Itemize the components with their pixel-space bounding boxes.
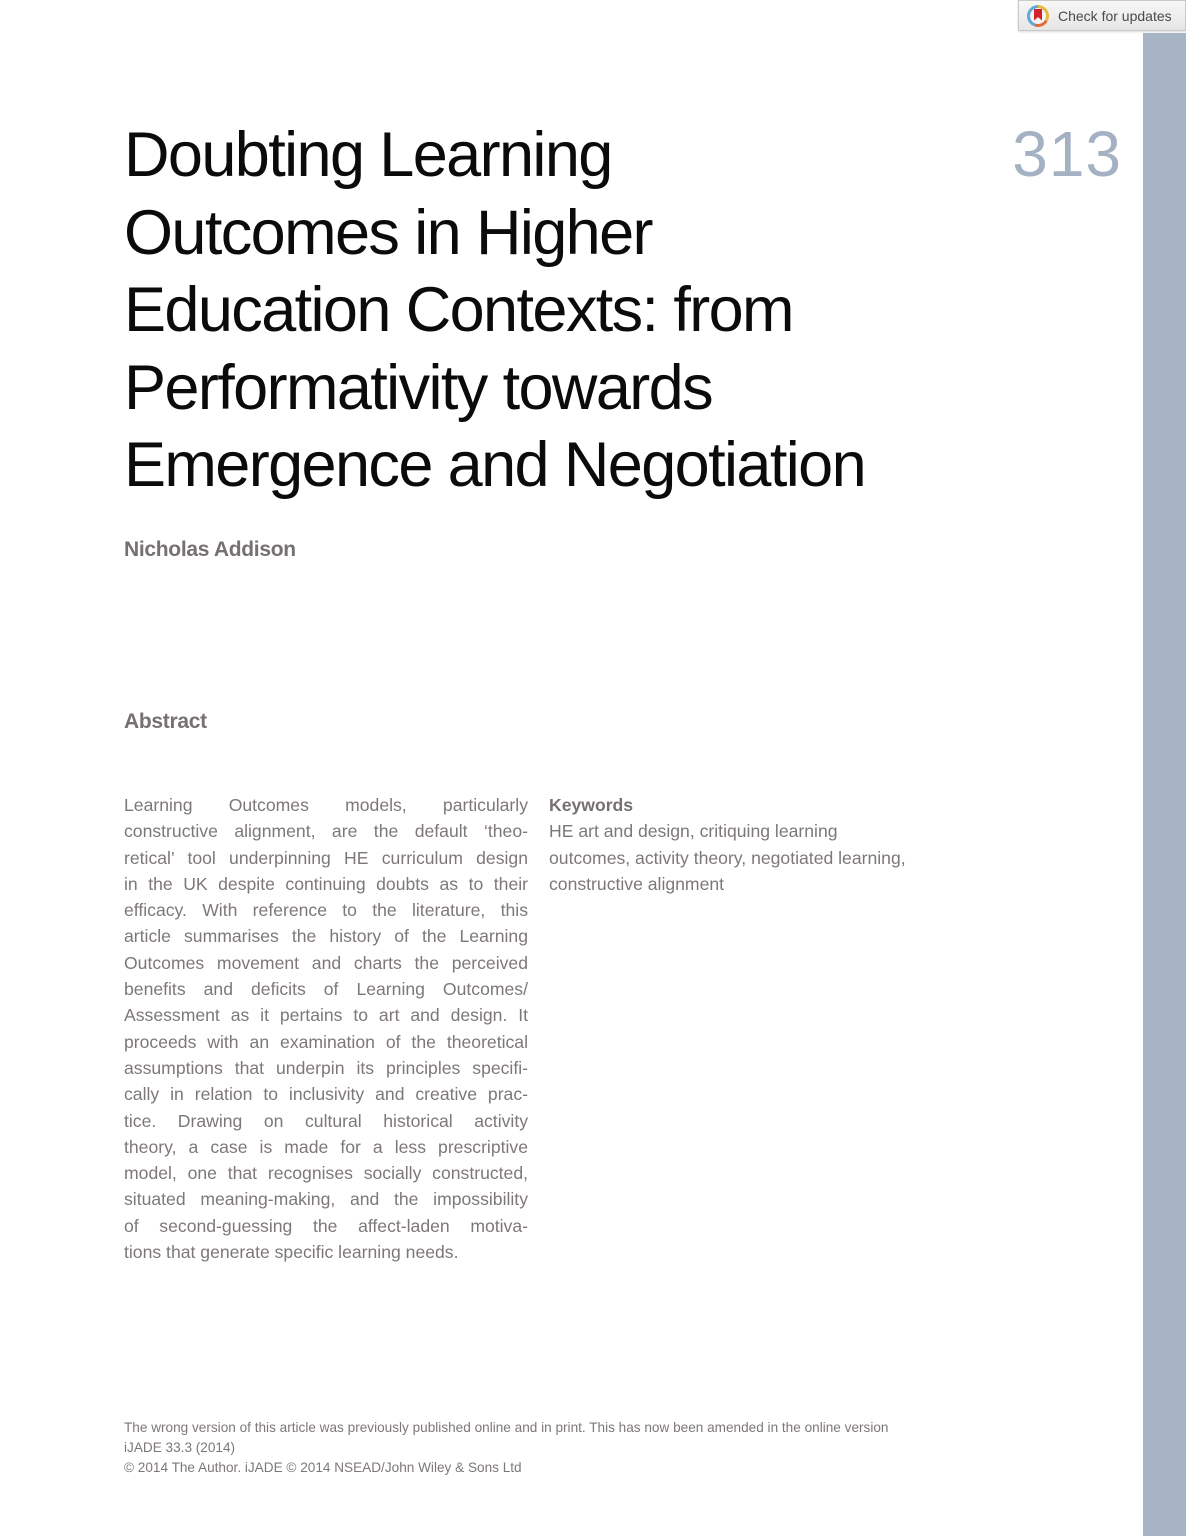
abstract-line: cally in relation to inclusivity and creative prac-: [124, 1084, 528, 1105]
abstract-line: constructive alignment, are the default ‘theo-: [124, 821, 528, 842]
abstract-line: proceeds with an examination of the theoretical: [124, 1031, 528, 1052]
page-footer: [124, 1418, 888, 1478]
title-line: Education Contexts: from: [124, 275, 793, 345]
title-line: Emergence and Negotiation: [124, 430, 866, 500]
abstract-line: in the UK despite continuing doubts as to their: [124, 873, 528, 894]
abstract-line: Assessment as it pertains to art and design. It: [124, 1005, 528, 1026]
page-number: 313: [1012, 118, 1122, 190]
journal-issue: iJADE 33.3 (2014): [124, 1440, 236, 1455]
author-name: Nicholas Addison: [124, 538, 296, 561]
abstract-line: situated meaning-making, and the impossibility: [124, 1189, 528, 1210]
keywords-section: [549, 792, 969, 897]
abstract-line: theory, a case is made for a less prescriptive: [124, 1136, 528, 1157]
title-line: Performativity towards: [124, 352, 712, 423]
abstract-line: tions that generate specific learning needs.: [124, 1242, 459, 1263]
title-line: Outcomes in Higher: [124, 197, 652, 268]
keywords-line: HE art and design, critiquing learning: [549, 821, 838, 842]
abstract-line: tice. Drawing on cultural historical activity: [124, 1110, 528, 1131]
article-title: [124, 117, 1004, 505]
abstract-line: article summarises the history of the Learning: [124, 926, 528, 947]
abstract-line: benefits and deficits of Learning Outcomes/: [124, 979, 528, 1000]
keywords-heading: Keywords: [549, 795, 634, 815]
abstract-line: of second-guessing the affect-laden motiva-: [124, 1215, 528, 1236]
abstract-line: efficacy. With reference to the literature, this: [124, 900, 528, 921]
correction-notice: The wrong version of this article was previously published online and in print. This has now been amended in the online version: [124, 1420, 889, 1435]
abstract-body: [124, 792, 528, 1265]
abstract-line: Outcomes movement and charts the perceived: [124, 952, 528, 973]
abstract-line: retical’ tool underpinning HE curriculum design: [124, 847, 528, 868]
copyright-notice: © 2014 The Author. iJADE © 2014 NSEAD/John Wiley & Sons Ltd: [124, 1460, 522, 1475]
page-side-bar: [1143, 33, 1186, 1536]
abstract-line: model, one that recognises socially constructed,: [124, 1163, 528, 1184]
title-line: Doubting Learning: [124, 120, 612, 190]
abstract-line: assumptions that underpin its principles specifi-: [124, 1057, 528, 1078]
abstract-heading: Abstract: [124, 710, 207, 733]
abstract-line: Learning Outcomes models, particularly: [124, 795, 528, 815]
check-for-updates-button[interactable]: [1018, 0, 1186, 31]
check-for-updates-label: Check for updates: [1058, 7, 1172, 24]
keywords-line: outcomes, activity theory, negotiated learning,: [549, 847, 906, 868]
keywords-line: constructive alignment: [549, 873, 725, 894]
crossmark-icon: [1027, 5, 1049, 27]
keywords-list: [549, 818, 969, 897]
